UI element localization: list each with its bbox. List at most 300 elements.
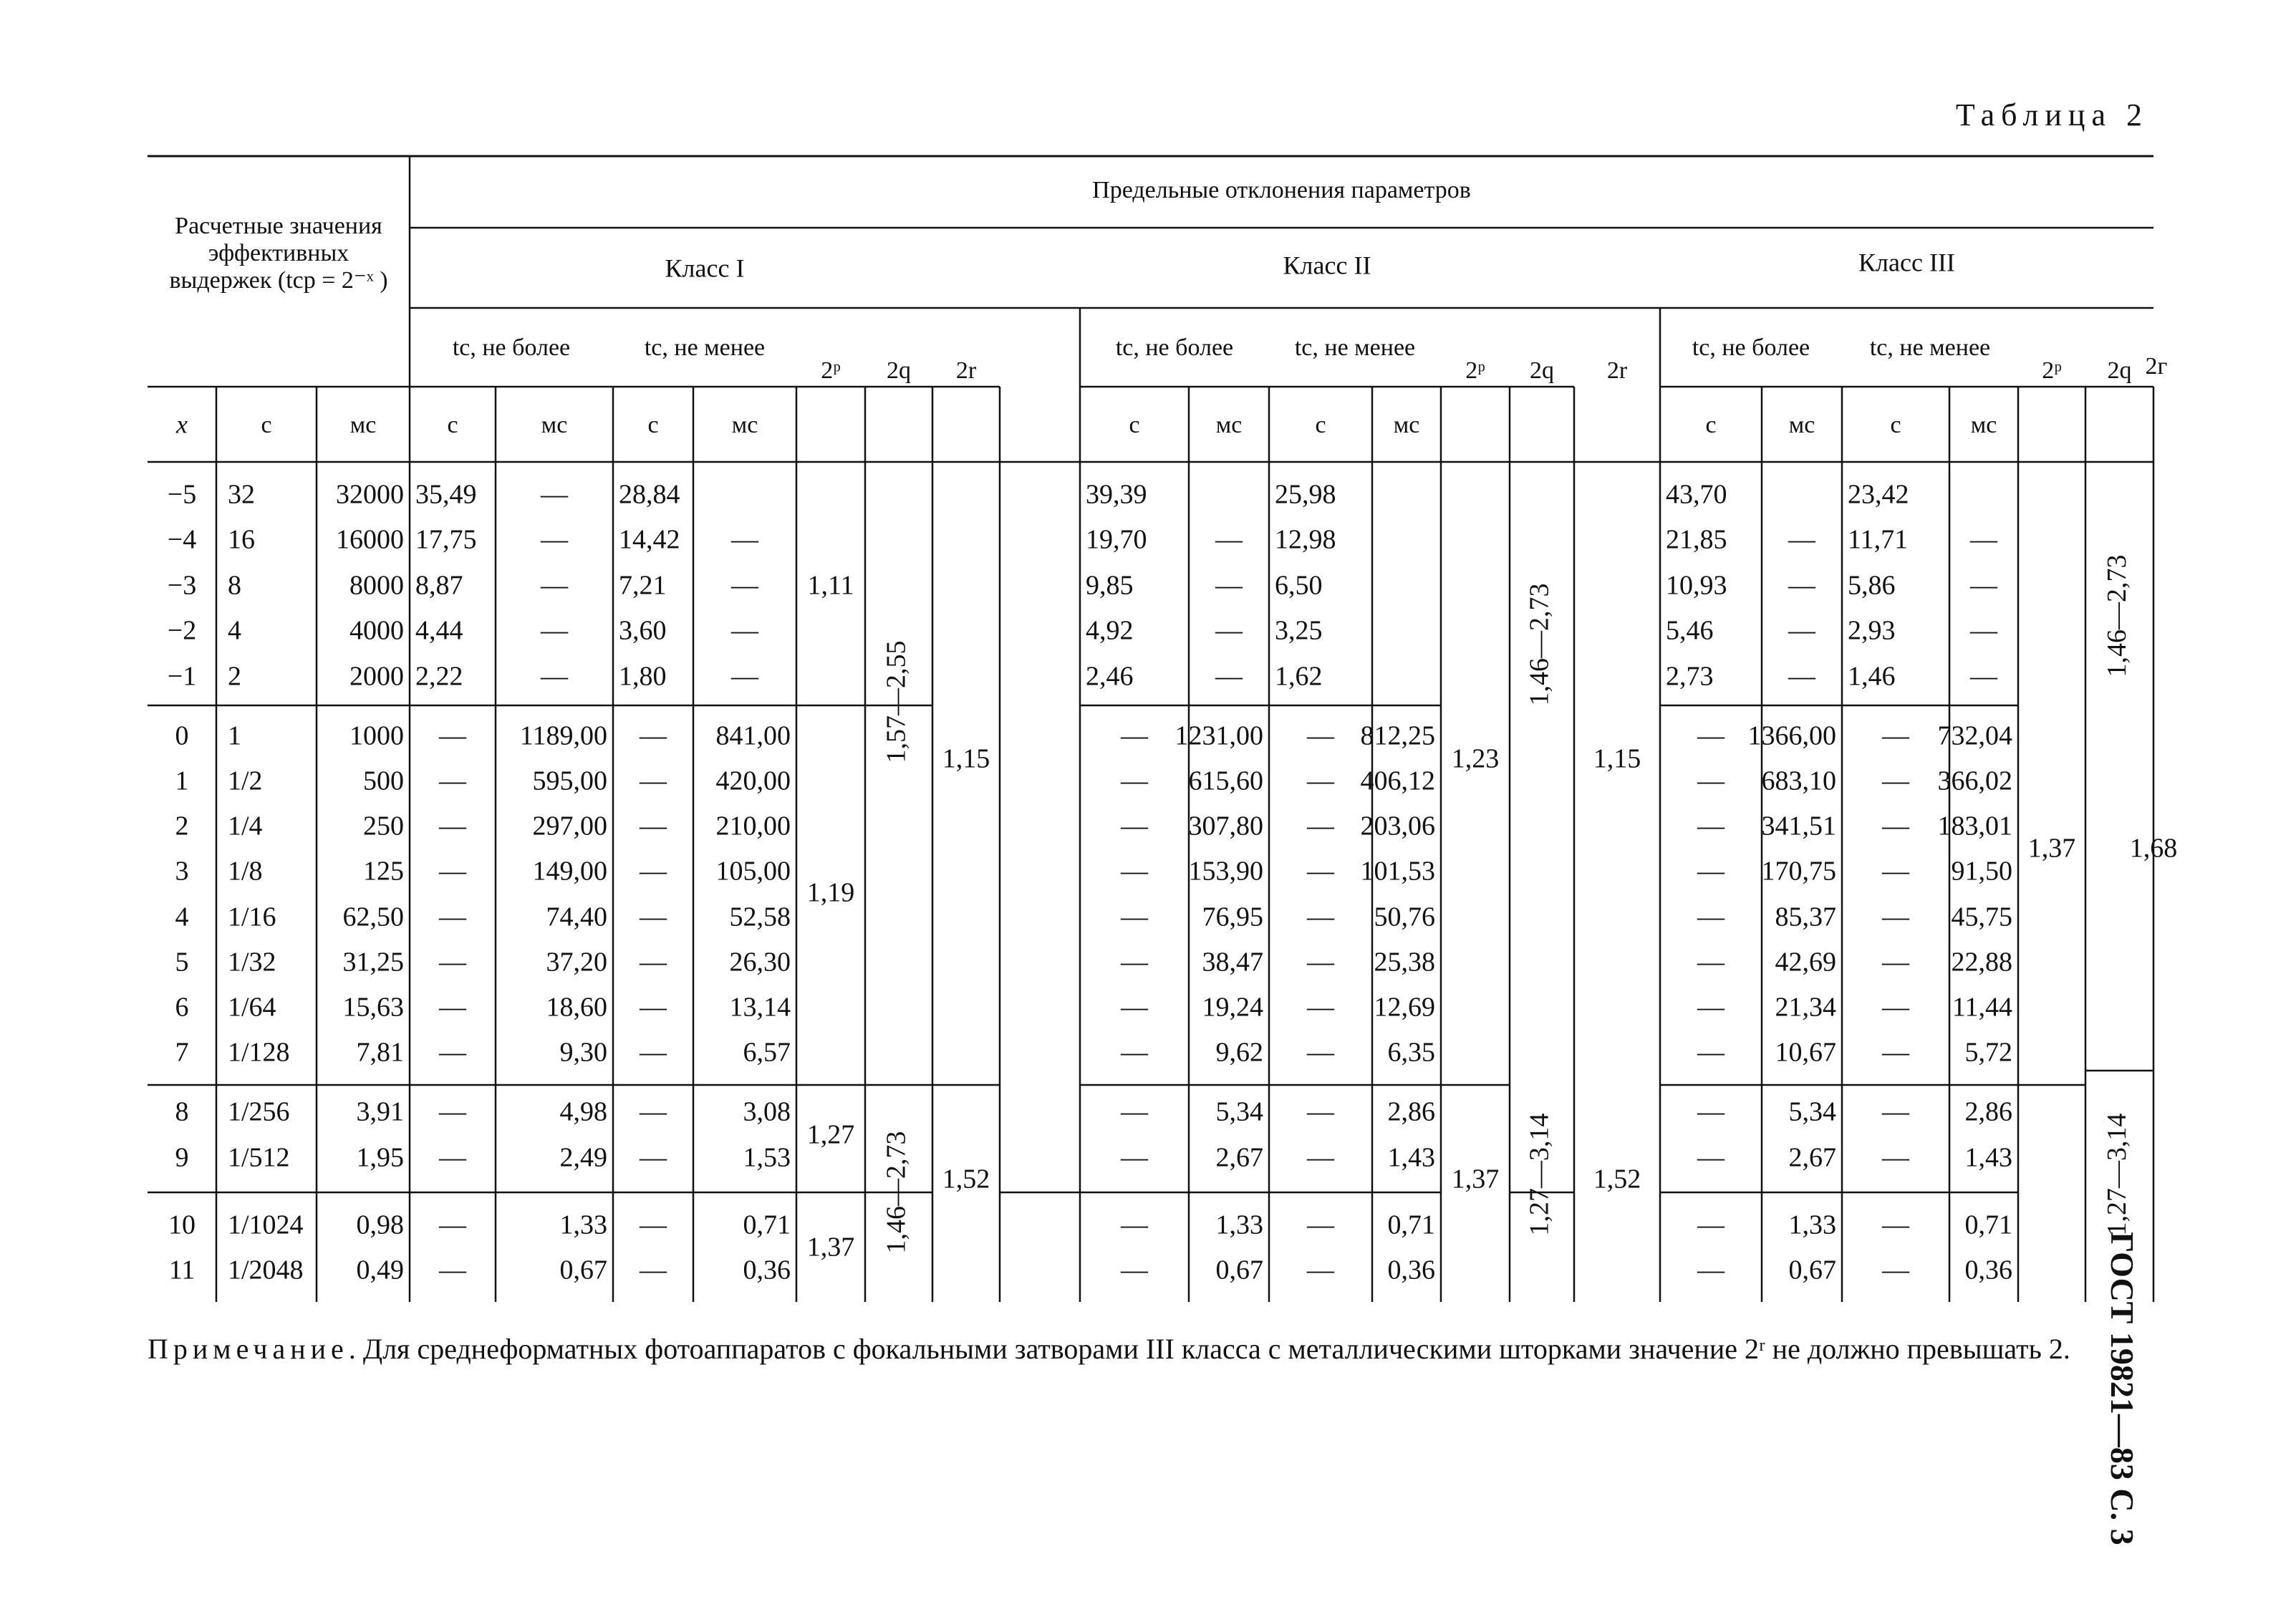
cell-tc-min-s: 14,42	[619, 524, 680, 555]
cell-2r: 1,52	[942, 1164, 990, 1195]
header-s: с	[261, 411, 272, 438]
cell-tc-max-s: —	[439, 902, 466, 932]
cell-tc-max-s: —	[439, 856, 466, 887]
cell-tc-min-ms: —	[731, 570, 758, 601]
cell-seconds: 1/32	[228, 947, 276, 978]
cell-tc-min-ms: 366,02	[1937, 766, 2012, 796]
cell-tc-min-s: —	[1882, 1037, 1909, 1068]
cell-tc-max-ms: 2,67	[1788, 1142, 1836, 1173]
cell-tc-min-s: —	[640, 1037, 667, 1068]
cell-x: 6	[175, 992, 189, 1023]
cell-seconds: 32	[228, 479, 255, 510]
cell-tc-min-s: —	[1307, 720, 1334, 751]
cell-tc-min-s: —	[1882, 992, 1909, 1023]
cell-tc-max-ms: 5,34	[1215, 1096, 1263, 1127]
cell-tc-max-s: —	[1697, 902, 1725, 932]
cell-tc-min-ms: 2,86	[1964, 1096, 2012, 1127]
cell-2r: 1,52	[1593, 1164, 1641, 1195]
cell-tc-max-s: 5,46	[1666, 615, 1714, 646]
cell-2q: 1,46—2,73	[881, 1131, 912, 1254]
cell-tc-max-s: —	[1121, 766, 1148, 796]
cell-tc-max-ms: —	[1788, 524, 1815, 555]
cell-tc-min-s: —	[1307, 1142, 1334, 1173]
cell-seconds: 2	[228, 661, 241, 692]
cell-x: −4	[167, 524, 197, 555]
cell-tc-max-s: —	[1121, 992, 1148, 1023]
cell-tc-min-s: —	[1882, 1142, 1909, 1173]
cell-tc-max-s: —	[1121, 856, 1148, 887]
cell-tc-max-ms: 683,10	[1761, 766, 1836, 796]
cell-tc-min-ms: 25,38	[1374, 947, 1435, 978]
cell-x: 11	[168, 1255, 196, 1285]
cell-x: −3	[167, 570, 197, 601]
cell-tc-max-ms: 341,51	[1761, 811, 1836, 841]
header-ms: мс	[1393, 411, 1420, 438]
header-s: с	[1890, 411, 1901, 438]
cell-tc-max-ms: —	[541, 570, 568, 601]
cell-tc-max-ms: 2,49	[559, 1142, 607, 1173]
cell-milliseconds: 1,95	[356, 1142, 404, 1173]
cell-x: 3	[175, 856, 189, 887]
cell-tc-max-s: —	[439, 1255, 466, 1285]
cell-tc-max-ms: —	[541, 615, 568, 646]
header-s: с	[647, 411, 659, 438]
cell-tc-max-ms: 18,60	[546, 992, 607, 1023]
cell-2p: 1,23	[1451, 743, 1500, 774]
cell-tc-max-s: —	[1697, 1037, 1725, 1068]
cell-tc-max-s: —	[1121, 902, 1148, 932]
cell-tc-max-s: 10,93	[1666, 570, 1727, 601]
table-caption: Таблица 2	[1955, 97, 2148, 132]
header-ms: мс	[541, 411, 568, 438]
cell-seconds: 1	[228, 720, 241, 751]
cell-tc-min-s: 6,50	[1275, 570, 1323, 601]
cell-tc-max-ms: 37,20	[546, 947, 607, 978]
cell-tc-max-s: —	[439, 1037, 466, 1068]
cell-tc-min-ms: —	[731, 615, 758, 646]
cell-2q: 1,27—3,14	[2102, 1113, 2133, 1236]
cell-tc-min-s: —	[1882, 1096, 1909, 1127]
header-s: с	[1129, 411, 1140, 438]
document-side-label: ГОСТ 19821—83 С. 3	[2104, 1232, 2141, 1545]
cell-tc-max-s: —	[1697, 1255, 1725, 1285]
cell-2r: 1,68	[2129, 833, 2178, 864]
cell-tc-max-s: —	[439, 947, 466, 978]
cell-milliseconds: 31,25	[342, 947, 404, 978]
cell-tc-max-s: —	[1697, 720, 1725, 751]
cell-tc-max-ms: 595,00	[532, 766, 607, 796]
cell-tc-max-s: —	[1121, 720, 1148, 751]
cell-tc-max-ms: —	[1215, 570, 1243, 601]
cell-tc-min-ms: 1,43	[1964, 1142, 2012, 1173]
cell-x: 7	[175, 1037, 189, 1068]
cell-tc-min-s: —	[1882, 1210, 1909, 1240]
cell-tc-max-s: —	[439, 766, 466, 796]
cell-2r: 1,15	[1593, 743, 1641, 774]
cell-x: 9	[175, 1142, 189, 1173]
cell-tc-min-ms: 183,01	[1937, 811, 2012, 841]
cell-tc-max-s: —	[1121, 811, 1148, 841]
cell-tc-max-ms: —	[541, 524, 568, 555]
cell-milliseconds: 32000	[336, 479, 404, 510]
cell-tc-min-s: 1,80	[619, 661, 667, 692]
cell-milliseconds: 7,81	[356, 1037, 404, 1068]
cell-tc-max-s: 19,70	[1086, 524, 1147, 555]
cell-2p: 1,37	[1451, 1164, 1500, 1195]
cell-tc-max-ms: —	[541, 479, 568, 510]
cell-tc-max-s: 2,46	[1086, 661, 1134, 692]
cell-tc-max-s: —	[439, 811, 466, 841]
cell-tc-min-s: —	[1307, 811, 1334, 841]
cell-tc-max-s: —	[439, 720, 466, 751]
cell-tc-min-ms: —	[1970, 661, 1997, 692]
cell-tc-min-s: —	[640, 720, 667, 751]
cell-tc-min-ms: —	[731, 524, 758, 555]
cell-tc-min-ms: 6,35	[1387, 1037, 1435, 1068]
header-class-2: Класс II	[1283, 251, 1371, 280]
header-ms: мс	[1788, 411, 1815, 438]
cell-seconds: 1/64	[228, 992, 276, 1023]
cell-tc-min-ms: 26,30	[729, 947, 791, 978]
cell-tc-max-s: 17,75	[415, 524, 477, 555]
cell-tc-max-s: —	[1697, 766, 1725, 796]
cell-tc-max-ms: 42,69	[1775, 947, 1836, 978]
cell-tc-min-s: —	[1307, 1210, 1334, 1240]
cell-milliseconds: 0,49	[356, 1255, 404, 1285]
cell-tc-min-s: —	[640, 1210, 667, 1240]
cell-tc-max-ms: 38,47	[1202, 947, 1263, 978]
cell-2p: 1,27	[806, 1119, 855, 1150]
header-2q: 2q	[1530, 357, 1554, 384]
header-2r: 2r	[1606, 357, 1628, 384]
cell-tc-min-ms: 0,36	[1964, 1255, 2012, 1285]
cell-tc-min-s: —	[1307, 1255, 1334, 1285]
cell-milliseconds: 4000	[349, 615, 404, 646]
header-calc-values: выдержек (tср = 2⁻ˣ )	[169, 266, 388, 294]
cell-tc-max-s: —	[1121, 1037, 1148, 1068]
cell-tc-min-s: 1,46	[1848, 661, 1896, 692]
cell-tc-max-s: 35,49	[415, 479, 477, 510]
cell-tc-max-ms: —	[1215, 661, 1243, 692]
cell-tc-max-ms: 0,67	[1788, 1255, 1836, 1285]
cell-tc-max-ms: 1366,00	[1747, 720, 1836, 751]
header-calc-values: Расчетные значения	[175, 212, 382, 239]
cell-tc-max-ms: 297,00	[532, 811, 607, 841]
cell-tc-min-ms: 13,14	[729, 992, 791, 1023]
header-class-1: Класс I	[665, 254, 745, 283]
cell-tc-min-s: 3,60	[619, 615, 667, 646]
cell-tc-min-ms: 0,36	[1387, 1255, 1435, 1285]
cell-tc-min-ms: 3,08	[743, 1096, 791, 1127]
cell-tc-min-s: —	[1882, 902, 1909, 932]
cell-tc-min-s: 11,71	[1848, 524, 1909, 555]
header-tc-min: tс, не менее	[1294, 334, 1416, 361]
header-class-3: Класс III	[1858, 248, 1955, 277]
header-calc-values: эффективных	[208, 239, 349, 266]
cell-tc-min-s: —	[1307, 992, 1334, 1023]
cell-tc-max-s: —	[1697, 992, 1725, 1023]
cell-tc-min-s: —	[1882, 720, 1909, 751]
cell-tc-max-ms: 1,33	[559, 1210, 607, 1240]
cell-tc-min-ms: 22,88	[1951, 947, 2012, 978]
cell-tc-min-s: —	[640, 1255, 667, 1285]
cell-tc-max-s: —	[439, 1210, 466, 1240]
cell-tc-min-s: —	[1882, 1255, 1909, 1285]
header-2r-class3: 2г	[2145, 352, 2168, 380]
cell-tc-max-s: —	[1121, 1142, 1148, 1173]
cell-tc-min-ms: 91,50	[1951, 856, 2012, 887]
cell-tc-max-ms: 2,67	[1215, 1142, 1263, 1173]
cell-tc-min-ms: 203,06	[1360, 811, 1435, 841]
cell-tc-max-ms: 170,75	[1761, 856, 1836, 887]
cell-2p: 1,11	[807, 570, 854, 601]
cell-tc-max-s: —	[1697, 811, 1725, 841]
cell-tc-max-s: —	[439, 1142, 466, 1173]
cell-milliseconds: 500	[363, 766, 404, 796]
cell-2q: 1,46—2,73	[2102, 554, 2133, 677]
cell-tc-max-ms: 615,60	[1188, 766, 1263, 796]
cell-milliseconds: 8000	[349, 570, 404, 601]
cell-tc-max-s: —	[1697, 1142, 1725, 1173]
cell-tc-min-s: 7,21	[619, 570, 667, 601]
cell-tc-min-ms: 1,43	[1387, 1142, 1435, 1173]
cell-tc-max-ms: 1189,00	[519, 720, 607, 751]
cell-2r: 1,15	[942, 743, 990, 774]
cell-tc-min-ms: 50,76	[1374, 902, 1435, 932]
cell-tc-min-s: —	[1307, 947, 1334, 978]
cell-seconds: 4	[228, 615, 241, 646]
cell-tc-max-ms: 1,33	[1788, 1210, 1836, 1240]
cell-tc-min-ms: 12,69	[1374, 992, 1435, 1023]
header-2p: 2ᵖ	[821, 357, 841, 384]
cell-tc-max-s: —	[1121, 1096, 1148, 1127]
cell-tc-min-ms: 210,00	[715, 811, 791, 841]
cell-tc-min-s: —	[640, 902, 667, 932]
cell-tc-min-ms: 0,71	[1964, 1210, 2012, 1240]
cell-tc-min-s: 12,98	[1275, 524, 1336, 555]
cell-milliseconds: 125	[363, 856, 404, 887]
cell-tc-min-ms: 1,53	[743, 1142, 791, 1173]
cell-tc-min-s: —	[640, 766, 667, 796]
cell-tc-max-ms: 5,34	[1788, 1096, 1836, 1127]
cell-2q: 1,46—2,73	[1524, 583, 1555, 706]
cell-tc-min-ms: —	[1970, 524, 1997, 555]
cell-tc-min-ms: 0,71	[1387, 1210, 1435, 1240]
cell-tc-min-ms: 101,53	[1360, 856, 1435, 887]
cell-x: 0	[175, 720, 189, 751]
cell-milliseconds: 62,50	[342, 902, 404, 932]
cell-tc-max-ms: —	[1215, 615, 1243, 646]
cell-seconds: 1/16	[228, 902, 276, 932]
cell-2p: 1,37	[2027, 833, 2076, 864]
cell-x: 10	[168, 1210, 196, 1240]
header-x: x	[176, 410, 188, 439]
cell-tc-max-ms: 149,00	[532, 856, 607, 887]
cell-milliseconds: 3,91	[356, 1096, 404, 1127]
cell-tc-min-ms: 841,00	[715, 720, 791, 751]
cell-tc-max-ms: 153,90	[1188, 856, 1263, 887]
header-ms: мс	[1970, 411, 1997, 438]
cell-x: −1	[167, 661, 197, 692]
cell-tc-min-ms: —	[1970, 570, 1997, 601]
cell-tc-min-s: —	[640, 947, 667, 978]
cell-tc-max-ms: 4,98	[559, 1096, 607, 1127]
cell-tc-min-ms: 105,00	[715, 856, 791, 887]
cell-tc-max-ms: —	[1788, 661, 1815, 692]
header-tc-max: tс, не более	[1692, 334, 1810, 361]
cell-tc-max-ms: 19,24	[1202, 992, 1263, 1023]
cell-tc-max-ms: —	[541, 661, 568, 692]
cell-x: 1	[175, 766, 189, 796]
note-lead: Примечание	[148, 1333, 349, 1365]
header-s: с	[1705, 411, 1717, 438]
cell-tc-min-ms: 52,58	[729, 902, 791, 932]
cell-tc-max-s: 2,73	[1666, 661, 1714, 692]
header-ms: мс	[1215, 411, 1243, 438]
header-ms: мс	[731, 411, 758, 438]
header-s: с	[447, 411, 458, 438]
cell-tc-min-ms: 0,36	[743, 1255, 791, 1285]
cell-tc-max-ms: 76,95	[1202, 902, 1263, 932]
cell-tc-max-ms: 0,67	[559, 1255, 607, 1285]
cell-x: 2	[175, 811, 189, 841]
header-2p: 2ᵖ	[2042, 357, 2062, 384]
cell-tc-max-s: —	[1697, 856, 1725, 887]
cell-seconds: 1/128	[228, 1037, 290, 1068]
cell-tc-max-s: —	[1121, 1255, 1148, 1285]
cell-x: 8	[175, 1096, 189, 1127]
cell-seconds: 1/4	[228, 811, 263, 841]
cell-seconds: 1/2048	[228, 1255, 304, 1285]
cell-tc-max-s: —	[1697, 1210, 1725, 1240]
cell-tc-min-s: 28,84	[619, 479, 680, 510]
header-s: с	[1315, 411, 1326, 438]
cell-seconds: 1/2	[228, 766, 263, 796]
cell-tc-max-s: —	[439, 992, 466, 1023]
cell-tc-max-s: —	[439, 1096, 466, 1127]
cell-seconds: 1/512	[228, 1142, 290, 1173]
header-2p: 2ᵖ	[1465, 357, 1485, 384]
cell-tc-min-s: —	[1307, 902, 1334, 932]
cell-tc-max-s: 21,85	[1666, 524, 1727, 555]
cell-tc-max-s: —	[1697, 947, 1725, 978]
cell-tc-max-ms: —	[1788, 570, 1815, 601]
cell-milliseconds: 250	[363, 811, 404, 841]
cell-seconds: 8	[228, 570, 241, 601]
cell-tc-min-s: —	[1882, 811, 1909, 841]
cell-tc-min-ms: 812,25	[1360, 720, 1435, 751]
header-tc-min: tс, не менее	[644, 334, 766, 361]
cell-tc-max-s: 39,39	[1086, 479, 1147, 510]
cell-tc-min-s: —	[1882, 947, 1909, 978]
cell-tc-min-s: —	[1307, 856, 1334, 887]
header-2q: 2q	[887, 357, 911, 384]
cell-tc-min-ms: —	[731, 661, 758, 692]
cell-tc-max-ms: 9,62	[1215, 1037, 1263, 1068]
cell-tc-min-ms: 11,44	[1952, 992, 2012, 1023]
cell-tc-min-s: —	[640, 1096, 667, 1127]
cell-tc-max-s: 2,22	[415, 661, 463, 692]
cell-tc-max-ms: —	[1788, 615, 1815, 646]
cell-tc-min-s: 23,42	[1848, 479, 1909, 510]
cell-x: −5	[167, 479, 197, 510]
note-text: . Для среднеформатных фотоаппаратов с фокальными затворами III класса с металлическими шторками значение 2ʳ не должно превышать 2.	[348, 1333, 2070, 1365]
cell-x: 5	[175, 947, 189, 978]
cell-tc-min-s: 25,98	[1275, 479, 1336, 510]
cell-tc-min-ms: 45,75	[1951, 902, 2012, 932]
header-ms: мс	[349, 411, 377, 438]
cell-tc-min-s: —	[640, 811, 667, 841]
header-2q: 2q	[2107, 357, 2132, 384]
cell-tc-max-s: 43,70	[1666, 479, 1727, 510]
cell-milliseconds: 2000	[349, 661, 404, 692]
cell-tc-min-s: —	[640, 856, 667, 887]
cell-x: −2	[167, 615, 197, 646]
cell-tc-min-ms: 5,72	[1964, 1037, 2012, 1068]
cell-tc-min-s: —	[1307, 1037, 1334, 1068]
cell-tc-min-ms: 732,04	[1937, 720, 2012, 751]
cell-tc-min-ms: 6,57	[743, 1037, 791, 1068]
cell-tc-max-ms: 307,80	[1188, 811, 1263, 841]
cell-seconds: 1/1024	[228, 1210, 304, 1240]
cell-tc-min-s: 2,93	[1848, 615, 1896, 646]
cell-tc-min-ms: 420,00	[715, 766, 791, 796]
cell-tc-max-s: 4,44	[415, 615, 463, 646]
cell-tc-min-s: —	[1307, 766, 1334, 796]
cell-x: 4	[175, 902, 189, 932]
header-tc-max: tс, не более	[452, 334, 571, 361]
cell-tc-max-ms: 10,67	[1775, 1037, 1836, 1068]
cell-tc-max-s: 4,92	[1086, 615, 1134, 646]
cell-milliseconds: 1000	[349, 720, 404, 751]
cell-milliseconds: 16000	[336, 524, 404, 555]
cell-tc-max-ms: 9,30	[559, 1037, 607, 1068]
cell-tc-min-s: —	[640, 992, 667, 1023]
header-tc-min: tс, не менее	[1869, 334, 1991, 361]
cell-tc-max-ms: 1231,00	[1174, 720, 1263, 751]
cell-tc-min-s: —	[1882, 856, 1909, 887]
cell-tc-min-s: —	[640, 1142, 667, 1173]
header-2r: 2r	[955, 357, 977, 384]
cell-tc-min-s: —	[1882, 766, 1909, 796]
cell-tc-min-ms: 2,86	[1387, 1096, 1435, 1127]
cell-tc-max-s: —	[1697, 1096, 1725, 1127]
cell-tc-max-ms: 0,67	[1215, 1255, 1263, 1285]
cell-tc-max-ms: —	[1215, 524, 1243, 555]
cell-tc-min-s: 1,62	[1275, 661, 1323, 692]
cell-2p: 1,37	[806, 1232, 855, 1263]
cell-tc-min-ms: 406,12	[1360, 766, 1435, 796]
cell-tc-min-s: —	[1307, 1096, 1334, 1127]
cell-tc-max-ms: 74,40	[546, 902, 607, 932]
cell-2q: 1,27—3,14	[1524, 1113, 1555, 1236]
cell-tc-max-ms: 21,34	[1775, 992, 1836, 1023]
cell-seconds: 1/256	[228, 1096, 290, 1127]
cell-tc-max-s: 9,85	[1086, 570, 1134, 601]
cell-tc-max-s: 8,87	[415, 570, 463, 601]
cell-2p: 1,19	[806, 877, 855, 908]
cell-tc-max-s: —	[1121, 947, 1148, 978]
cell-tc-max-s: —	[1121, 1210, 1148, 1240]
cell-milliseconds: 0,98	[356, 1210, 404, 1240]
cell-seconds: 16	[228, 524, 255, 555]
cell-tc-max-ms: 1,33	[1215, 1210, 1263, 1240]
cell-tc-min-ms: —	[1970, 615, 1997, 646]
cell-tc-max-ms: 85,37	[1775, 902, 1836, 932]
cell-milliseconds: 15,63	[342, 992, 404, 1023]
cell-tc-min-s: 3,25	[1275, 615, 1323, 646]
cell-2q: 1,57—2,55	[881, 640, 912, 763]
